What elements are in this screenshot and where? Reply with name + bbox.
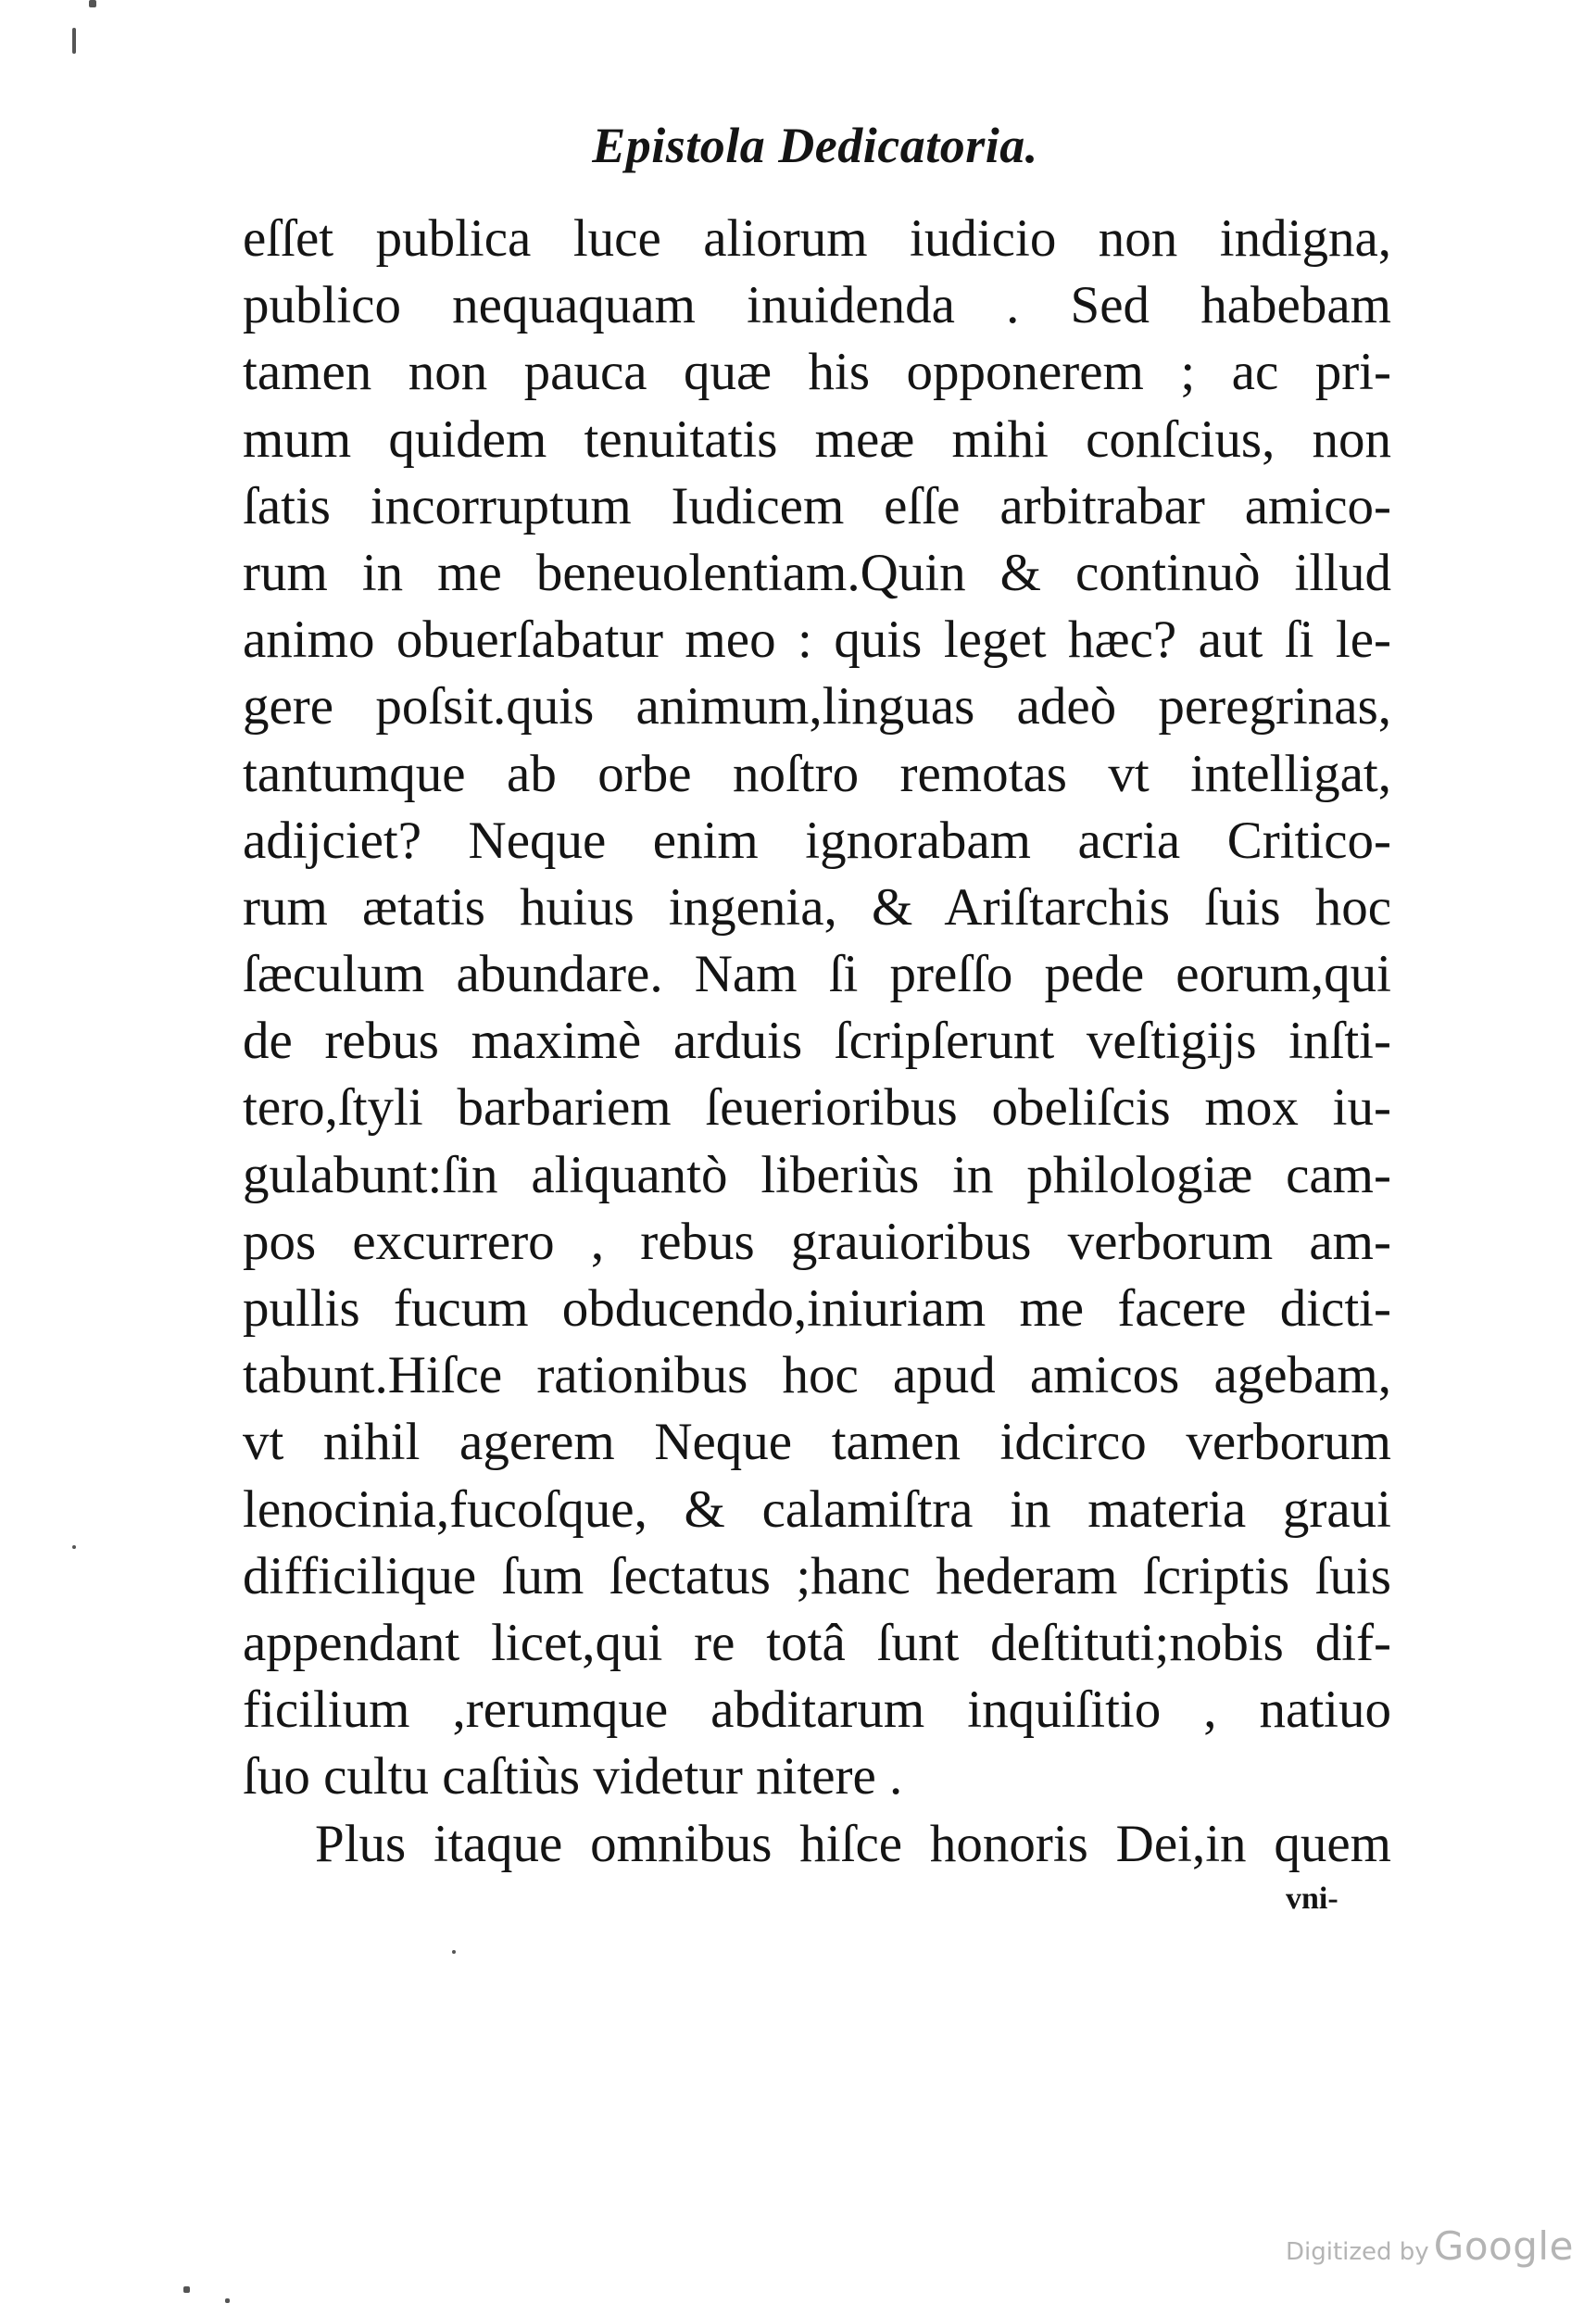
watermark-prefix: Digitized by xyxy=(1286,2238,1429,2266)
scan-speck xyxy=(452,1950,456,1954)
digitized-watermark xyxy=(1286,2223,1574,2269)
scan-speck xyxy=(72,28,76,54)
text-line: adijciet? Neque enim ignorabam acria Critico- xyxy=(243,811,1391,870)
text-line: ſæculum abundare. Nam ſi preſſo pede eorum,qui xyxy=(243,945,1391,1004)
text-line: publico nequaquam inuidenda . Sed habebam xyxy=(243,276,1391,335)
text-line: pullis fucum obducendo,iniuriam me facere dicti- xyxy=(243,1279,1391,1338)
scan-speck xyxy=(183,2286,190,2293)
catchword: vni- xyxy=(1286,1882,1338,1916)
paragraph-end-line: ſuo cultu caſtiùs videtur nitere . xyxy=(243,1747,903,1806)
text-line: vt nihil agerem Neque tamen idcirco verborum xyxy=(243,1413,1391,1472)
text-line: pos excurrero , rebus grauioribus verborum am- xyxy=(243,1212,1391,1271)
text-line: rum ætatis huius ingenia, & Ariſtarchis ſuis hoc xyxy=(243,877,1391,937)
text-line: tamen non pauca quæ his opponerem ; ac pri- xyxy=(243,343,1391,402)
text-line: animo obuerſabatur meo : quis leget hæc? aut ſi le- xyxy=(243,610,1391,670)
running-head: Epistola Dedicatoria. xyxy=(592,118,1038,173)
text-line: tabunt.Hiſce rationibus hoc apud amicos agebam, xyxy=(243,1346,1391,1405)
text-line: rum in me beneuolentiam.Quin & continuò illud xyxy=(243,543,1391,602)
scan-speck xyxy=(72,1545,76,1549)
text-line: ſatis incorruptum Iudicem eſſe arbitrabar amico- xyxy=(243,476,1391,535)
text-line: eſſet publica luce aliorum iudicio non indigna, xyxy=(243,209,1391,268)
scan-speck xyxy=(89,0,96,7)
text-line: difficilique ſum ſectatus ;hanc hederam ſcriptis ſuis xyxy=(243,1546,1391,1605)
scan-speck xyxy=(225,2298,230,2303)
text-line: gulabunt:ſin aliquantò liberiùs in philologiæ cam- xyxy=(243,1145,1391,1204)
paragraph-start-line: Plus itaque omnibus hiſce honoris Dei,in quem xyxy=(315,1814,1391,1873)
text-line: lenocinia,fucoſque, & calamiſtra in materia graui xyxy=(243,1479,1391,1539)
text-line: mum quidem tenuitatis meæ mihi conſcius, non xyxy=(243,409,1391,469)
body-text xyxy=(243,206,1391,1878)
text-line: appendant licet,qui re totâ ſunt deſtituti;nobis dif- xyxy=(243,1613,1391,1672)
watermark-brand: Google xyxy=(1433,2223,1574,2269)
text-line: de rebus maximè arduis ſcripſerunt veſtigijs inſti- xyxy=(243,1012,1391,1071)
text-line: tantumque ab orbe noſtro remotas vt intelligat, xyxy=(243,744,1391,803)
text-line: tero,ſtyli barbariem ſeuerioribus obeliſcis mox iu- xyxy=(243,1078,1391,1138)
text-line: ficilium ,rerumque abditarum inquiſitio , natiuo xyxy=(243,1680,1391,1740)
text-line: gere poſsit.quis animum,linguas adeò peregrinas, xyxy=(243,677,1391,736)
